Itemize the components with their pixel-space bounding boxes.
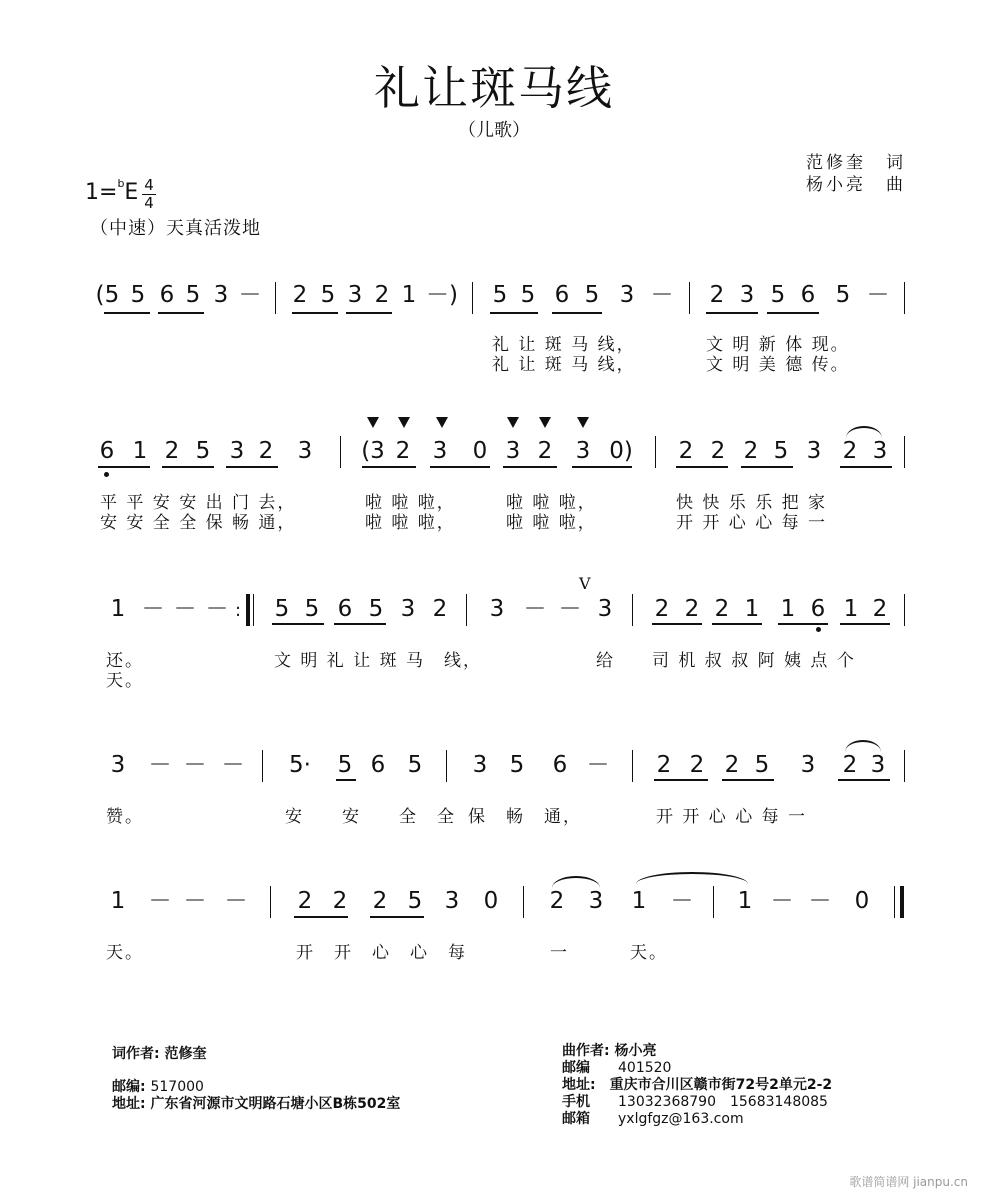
- jianpu-note: －: [148, 888, 172, 914]
- jianpu-note: 3: [872, 438, 888, 464]
- jianpu-note: 5: [195, 438, 211, 464]
- jianpu-note: 2: [292, 282, 308, 308]
- beam: [362, 466, 416, 468]
- lyric-line: 啦 啦 啦，: [365, 513, 456, 533]
- c-zip-value: 401520: [618, 1060, 672, 1076]
- jianpu-note: 5·: [289, 752, 311, 778]
- zip-label: 邮编:: [112, 1079, 146, 1095]
- lyric-line: 礼 让 斑 马 线，: [492, 335, 636, 355]
- lyric-line: 赞。: [106, 807, 144, 827]
- jianpu-note: 1: [780, 596, 796, 622]
- repeat-barline: [246, 594, 250, 626]
- lyric-line: 开 开 心 心 每 一: [676, 513, 828, 533]
- c-zip-label: 邮编: [562, 1060, 590, 1076]
- watermark: 歌谱简谱网 jianpu.cn: [849, 1175, 968, 1189]
- jianpu-note: 0: [854, 888, 870, 914]
- jianpu-note: 6: [99, 438, 115, 464]
- jianpu-note: 1: [631, 888, 647, 914]
- jianpu-note: 1: [110, 888, 126, 914]
- jianpu-note: 5: [754, 752, 770, 778]
- email-row: [562, 1111, 832, 1128]
- time-signature: [142, 178, 156, 211]
- beam: [98, 466, 150, 468]
- slur: [552, 876, 600, 888]
- phone-label: 手机: [562, 1094, 590, 1110]
- jianpu-note: 2: [549, 888, 565, 914]
- jianpu-note: 5: [509, 752, 525, 778]
- key-signature: [85, 176, 139, 205]
- lyric-line: 安 安 全 全: [285, 807, 456, 827]
- jianpu-note: 5: [584, 282, 600, 308]
- beam: [294, 916, 348, 918]
- slur: [846, 426, 882, 438]
- jianpu-note: 6: [810, 596, 826, 622]
- beam: [552, 312, 602, 314]
- jianpu-note: 3: [619, 282, 635, 308]
- beam: [778, 623, 828, 625]
- jianpu-note: 3: [739, 282, 755, 308]
- barline: [523, 886, 524, 918]
- barline: [655, 436, 656, 468]
- jianpu-note: －: [808, 888, 832, 914]
- beam: [840, 623, 890, 625]
- jianpu-note: 6: [337, 596, 353, 622]
- jianpu-note: －: [221, 752, 245, 778]
- zip-row: [112, 1079, 400, 1096]
- composer-name: 杨小亮: [614, 1043, 657, 1059]
- jianpu-note: 6: [554, 282, 570, 308]
- barline: [340, 436, 341, 468]
- jianpu-note: 2: [656, 752, 672, 778]
- beam: [490, 312, 538, 314]
- jianpu-note: 2: [654, 596, 670, 622]
- barline: [472, 282, 473, 314]
- barline: [904, 282, 905, 314]
- beam: [292, 312, 338, 314]
- beam: [336, 779, 356, 781]
- jianpu-note: 3: [800, 752, 816, 778]
- zip-value: 517000: [150, 1079, 204, 1095]
- barline: [713, 886, 714, 918]
- tempo-marking: （中速）天真活泼地: [90, 218, 261, 239]
- jianpu-note: 3: [110, 752, 126, 778]
- jianpu-note: 6: [159, 282, 175, 308]
- beam: [706, 312, 758, 314]
- jianpu-note: 2: [710, 438, 726, 464]
- jianpu-note: 2: [743, 438, 759, 464]
- key-prefix: 1=: [85, 180, 118, 205]
- jianpu-note: 5: [407, 752, 423, 778]
- jianpu-note: 1: [737, 888, 753, 914]
- flat-sign: b: [117, 176, 125, 190]
- jianpu-note: (: [95, 282, 105, 308]
- jianpu-note: －: [770, 888, 794, 914]
- jianpu-note: 5: [407, 888, 423, 914]
- jianpu-note: 5: [770, 282, 786, 308]
- lyric-line: 啦 啦 啦，: [506, 513, 597, 533]
- jianpu-note: 2: [258, 438, 274, 464]
- jianpu-note: 5: [274, 596, 290, 622]
- lyric-line: 天。: [630, 943, 668, 963]
- jianpu-note: 2: [395, 438, 411, 464]
- jianpu-note: －: [183, 888, 207, 914]
- address-value: 广东省河源市文明路石塘小区B栋502室: [150, 1096, 401, 1112]
- barline: [689, 282, 690, 314]
- time-bottom: 4: [144, 194, 154, 212]
- phone-row: [562, 1094, 832, 1111]
- c-address-row: [562, 1077, 832, 1094]
- jianpu-note: －: [224, 888, 248, 914]
- song-subtitle: （儿歌）: [458, 120, 530, 141]
- lyric-line: 天。: [106, 671, 144, 691]
- jianpu-note: 3: [297, 438, 313, 464]
- lyric-line: 快 快 乐 乐 把 家: [676, 493, 828, 513]
- c-address-label: 地址:: [562, 1077, 596, 1093]
- beam: [503, 466, 557, 468]
- jianpu-note: －: [523, 596, 547, 622]
- lyric-line: 文 明 新 体 现。: [706, 335, 850, 355]
- jianpu-note: 6: [800, 282, 816, 308]
- barline: [632, 750, 633, 782]
- jianpu-note: －: [148, 752, 172, 778]
- jianpu-note: 2: [684, 596, 700, 622]
- barline: [253, 594, 254, 626]
- tie: [636, 872, 748, 884]
- beam: [767, 312, 819, 314]
- jianpu-note: 5: [320, 282, 336, 308]
- jianpu-note: 5: [773, 438, 789, 464]
- beam: [722, 779, 774, 781]
- beam: [838, 779, 890, 781]
- jianpu-note: 0: [483, 888, 499, 914]
- accent-mark: [539, 417, 551, 428]
- jianpu-note: 2: [689, 752, 705, 778]
- lyricist-row: [112, 1046, 400, 1063]
- jianpu-note: 2: [724, 752, 740, 778]
- jianpu-note: 3: [489, 596, 505, 622]
- lyric-line: 给: [596, 651, 615, 671]
- barline: [632, 594, 633, 626]
- spacer: [112, 1063, 400, 1079]
- lyricist-name: 范修奎: [164, 1046, 207, 1062]
- jianpu-note: 2: [842, 752, 858, 778]
- jianpu-note: 2: [332, 888, 348, 914]
- beam: [104, 312, 150, 314]
- jianpu-note: 3: [588, 888, 604, 914]
- lyricist-info: [112, 1046, 400, 1113]
- lyric-line: 平 平 安 安 出 门 去，: [100, 493, 297, 513]
- beam: [652, 623, 702, 625]
- jianpu-note: 3: [505, 438, 521, 464]
- jianpu-note: 5: [337, 752, 353, 778]
- final-barline: [900, 886, 904, 918]
- jianpu-note: 0): [609, 438, 633, 464]
- beam: [840, 466, 892, 468]
- jianpu-note: －: [650, 282, 674, 308]
- beam: [272, 623, 324, 625]
- barline: [904, 436, 905, 468]
- accent-mark: [507, 417, 519, 428]
- accent-mark: [367, 417, 379, 428]
- jianpu-note: 2: [872, 596, 888, 622]
- lyric-line: 啦 啦 啦，: [365, 493, 456, 513]
- jianpu-note: 2: [842, 438, 858, 464]
- jianpu-note: 3: [444, 888, 460, 914]
- beam: [676, 466, 728, 468]
- phone-value: 13032368790 15683148085: [618, 1094, 828, 1110]
- beam: [162, 466, 214, 468]
- beam: [712, 623, 762, 625]
- jianpu-note: 2: [164, 438, 180, 464]
- lyricist-label: 词作者:: [112, 1046, 160, 1062]
- jianpu-note: 6: [552, 752, 568, 778]
- song-title: 礼让斑马线: [374, 61, 614, 115]
- low-octave-dot: [104, 472, 109, 477]
- barline: [466, 594, 467, 626]
- lyric-line: 一: [550, 943, 569, 963]
- jianpu-note: 1: [110, 596, 126, 622]
- beam: [158, 312, 204, 314]
- barline: [446, 750, 447, 782]
- jianpu-note: 3: [400, 596, 416, 622]
- jianpu-note: 3: [432, 438, 448, 464]
- jianpu-note: 5: [368, 596, 384, 622]
- jianpu-note: 1: [843, 596, 859, 622]
- barline: [275, 282, 276, 314]
- lyric-line: 安 安 全 全 保 畅 通，: [100, 513, 297, 533]
- barline: [904, 750, 905, 782]
- accent-mark: [577, 417, 589, 428]
- jianpu-note: －: [866, 282, 890, 308]
- jianpu-note: 3: [347, 282, 363, 308]
- beam: [572, 466, 632, 468]
- composer-credit: 杨小亮 曲: [806, 175, 906, 195]
- accent-mark: [398, 417, 410, 428]
- jianpu-note: 5: [835, 282, 851, 308]
- jianpu-note: 3: [806, 438, 822, 464]
- jianpu-note: 0: [472, 438, 488, 464]
- beam: [226, 466, 278, 468]
- jianpu-note: －: [238, 282, 262, 308]
- lyric-line: 保 畅 通，: [468, 807, 582, 827]
- jianpu-note: 2: [537, 438, 553, 464]
- lyric-line: 司 机 叔 叔 阿 姨 点 个: [652, 651, 856, 671]
- jianpu-note: 1: [744, 596, 760, 622]
- jianpu-note: 1: [132, 438, 148, 464]
- jianpu-note: 5: [185, 282, 201, 308]
- jianpu-note: －: [183, 752, 207, 778]
- jianpu-note: 5: [130, 282, 146, 308]
- composer-info: [562, 1043, 832, 1128]
- jianpu-note: －: [141, 596, 165, 622]
- jianpu-note: 3: [575, 438, 591, 464]
- lyric-line: 礼 让 斑 马 线，: [492, 355, 636, 375]
- beam: [346, 312, 392, 314]
- lyricist-credit: 范修奎 词: [806, 153, 906, 173]
- beam: [370, 916, 424, 918]
- jianpu-note: 3: [472, 752, 488, 778]
- jianpu-note: －: [670, 888, 694, 914]
- jianpu-note: 2: [714, 596, 730, 622]
- lyric-line: 啦 啦 啦，: [506, 493, 597, 513]
- time-top: 4: [144, 176, 154, 194]
- jianpu-note: 5: [492, 282, 508, 308]
- lyric-line: 文 明 礼 让 斑 马 线，: [274, 651, 483, 671]
- jianpu-note: 1: [401, 282, 417, 308]
- jianpu-note: 5: [304, 596, 320, 622]
- jianpu-note: 2: [372, 888, 388, 914]
- jianpu-note: －: [586, 752, 610, 778]
- barline: [904, 594, 905, 626]
- beam: [334, 623, 386, 625]
- jianpu-note: 3: [597, 596, 613, 622]
- breath-mark: V: [579, 574, 591, 593]
- key-note: E: [124, 180, 139, 205]
- barline: [894, 886, 895, 918]
- lyric-line: 开 开 心 心 每: [296, 943, 467, 963]
- composer-row: [562, 1043, 832, 1060]
- address-label: 地址:: [112, 1096, 146, 1112]
- jianpu-note: 3: [870, 752, 886, 778]
- jianpu-note: 2: [709, 282, 725, 308]
- jianpu-note: 5: [520, 282, 536, 308]
- email-label: 邮箱: [562, 1111, 590, 1127]
- composer-label: 曲作者:: [562, 1043, 610, 1059]
- barline: [262, 750, 263, 782]
- jianpu-note: 3: [213, 282, 229, 308]
- c-address-value: 重庆市合川区赣市街72号2单元2-2: [609, 1077, 833, 1093]
- jianpu-note: 6: [370, 752, 386, 778]
- lyric-line: 天。: [106, 943, 144, 963]
- accent-mark: [436, 417, 448, 428]
- repeat-dots: :: [235, 600, 242, 621]
- barline: [270, 886, 271, 918]
- beam: [430, 466, 490, 468]
- jianpu-note: (3: [361, 438, 385, 464]
- jianpu-note: 2: [432, 596, 448, 622]
- beam: [654, 779, 708, 781]
- slur: [845, 740, 881, 752]
- jianpu-note: －: [205, 596, 229, 622]
- jianpu-note: －: [558, 596, 582, 622]
- lyric-line: 还。: [106, 651, 144, 671]
- jianpu-note: 2: [374, 282, 390, 308]
- jianpu-note: －): [426, 282, 458, 308]
- jianpu-note: 5: [104, 282, 120, 308]
- low-octave-dot: [816, 627, 821, 632]
- address-row: [112, 1096, 400, 1113]
- email-value: yxlgfgz@163.com: [618, 1111, 744, 1127]
- jianpu-note: 3: [229, 438, 245, 464]
- jianpu-note: －: [173, 596, 197, 622]
- jianpu-note: 2: [297, 888, 313, 914]
- lyric-line: 文 明 美 德 传。: [706, 355, 850, 375]
- beam: [741, 466, 793, 468]
- jianpu-note: 2: [678, 438, 694, 464]
- c-zip-row: [562, 1060, 832, 1077]
- lyric-line: 开 开 心 心 每 一: [656, 807, 808, 827]
